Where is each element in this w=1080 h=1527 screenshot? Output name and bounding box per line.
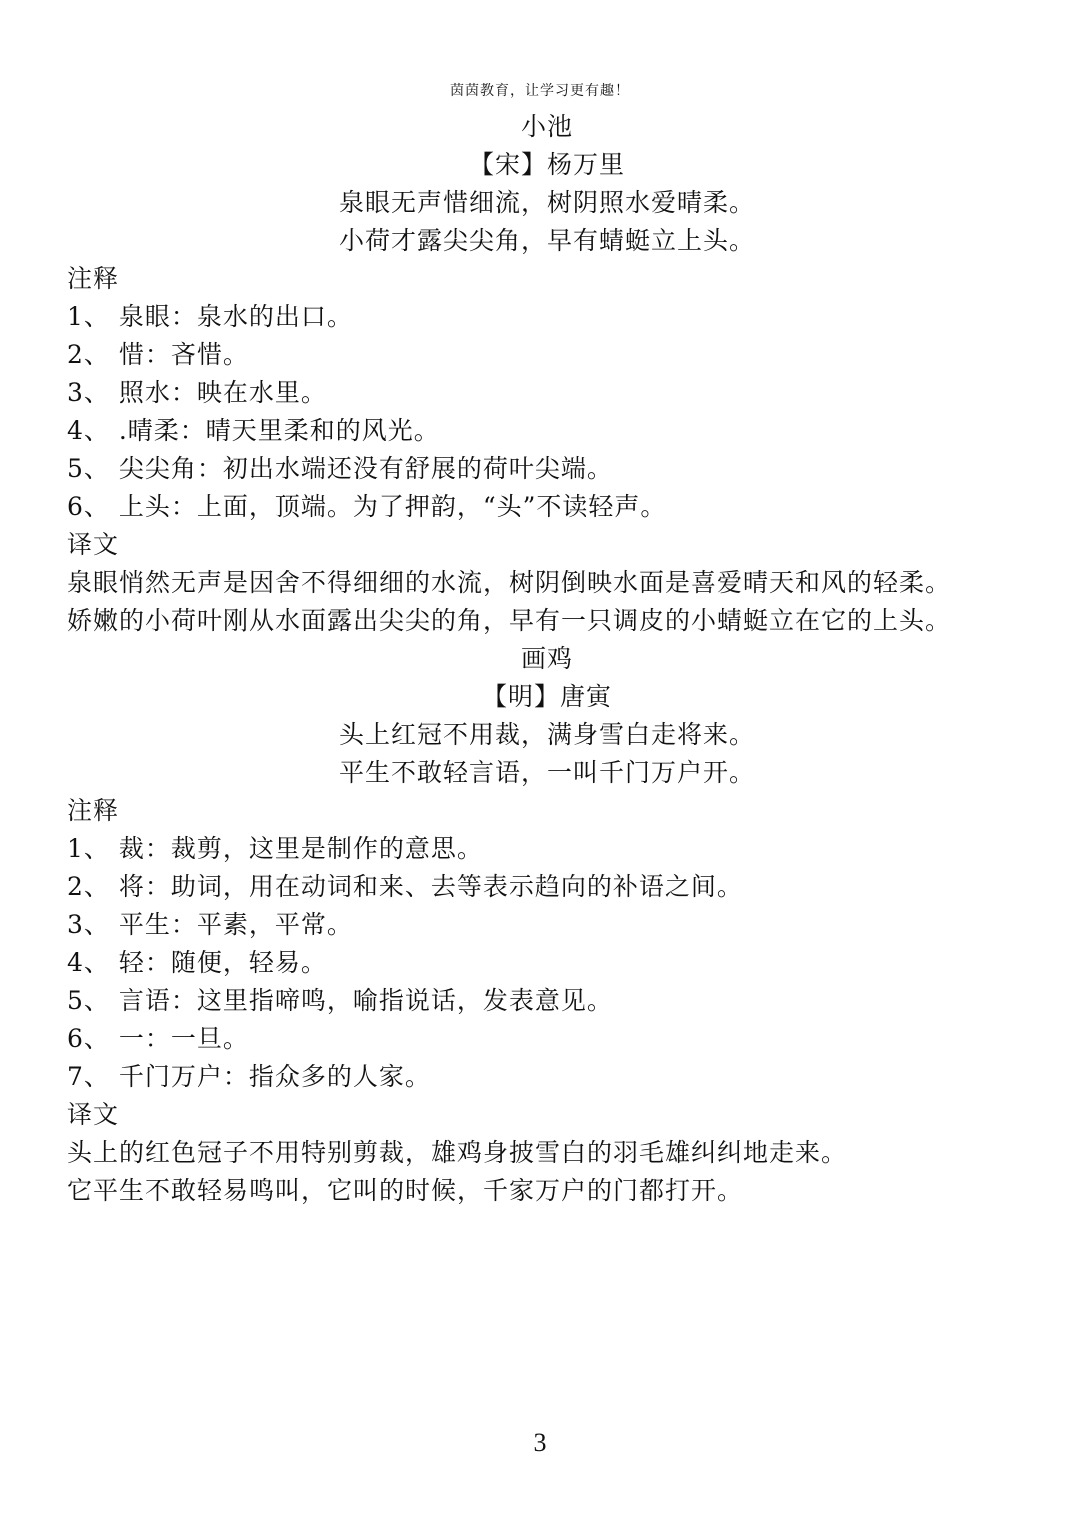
poem1-line: 泉眼无声惜细流，树阴照水爱晴柔。 — [338, 188, 755, 217]
poem1-note: 1、 泉眼：泉水的出口。 — [67, 302, 353, 331]
poem1-note: 3、 照水：映在水里。 — [67, 378, 327, 407]
poem1-line: 小荷才露尖尖角，早有蜻蜓立上头。 — [338, 226, 755, 255]
poem2-note: 5、 言语：这里指啼鸣，喻指说话，发表意见。 — [67, 986, 613, 1015]
content — [67, 108, 1027, 1210]
poem2-translation-heading: 译文 — [67, 1100, 120, 1129]
poem2-note: 2、 将：助词，用在动词和来、去等表示趋向的补语之间。 — [67, 872, 743, 901]
poem1-translation: 泉眼悄然无声是因舍不得细细的水流，树阴倒映水面是喜爱晴天和风的轻柔。 — [67, 568, 952, 597]
poem1-author: 【宋】杨万里 — [468, 150, 625, 179]
poem2-translation: 它平生不敢轻易鸣叫，它叫的时候，千家万户的门都打开。 — [67, 1176, 744, 1205]
poem2-note: 7、 千门万户：指众多的人家。 — [67, 1062, 431, 1091]
poem1-note: 6、 上头：上面，顶端。为了押韵，“头”不读轻声。 — [67, 492, 667, 521]
poem1-note: 2、 惜：吝惜。 — [67, 340, 249, 369]
poem2-line: 头上红冠不用裁，满身雪白走将来。 — [338, 720, 755, 749]
page-number: 3 — [533, 1428, 547, 1457]
poem1-note: 4、 .晴柔：晴天里柔和的风光。 — [67, 416, 440, 445]
poem2-note: 1、 裁：裁剪，这里是制作的意思。 — [67, 834, 483, 863]
poem1-translation: 娇嫩的小荷叶刚从水面露出尖尖的角，早有一只调皮的小蜻蜓立在它的上头。 — [67, 606, 952, 635]
poem2-title: 画鸡 — [520, 644, 573, 673]
poem2-line: 平生不敢轻言语，一叫千门万户开。 — [338, 758, 755, 787]
poem2-author: 【明】唐寅 — [481, 682, 612, 711]
poem1-translation-heading: 译文 — [67, 530, 120, 559]
poem2-note: 6、 一：一旦。 — [67, 1024, 249, 1053]
header-note: 茵茵教育，让学习更有趣！ — [450, 83, 630, 99]
poem2-translation: 头上的红色冠子不用特别剪裁，雄鸡身披雪白的羽毛雄纠纠地走来。 — [67, 1138, 848, 1167]
poem2-notes-heading: 注释 — [67, 796, 120, 825]
poem1-title: 小池 — [520, 112, 573, 141]
poem2-note: 3、 平生：平素，平常。 — [67, 910, 353, 939]
poem1-notes-heading: 注释 — [67, 264, 120, 293]
poem2-note: 4、 轻：随便，轻易。 — [67, 948, 327, 977]
poem1-note: 5、 尖尖角：初出水端还没有舒展的荷叶尖端。 — [67, 454, 613, 483]
